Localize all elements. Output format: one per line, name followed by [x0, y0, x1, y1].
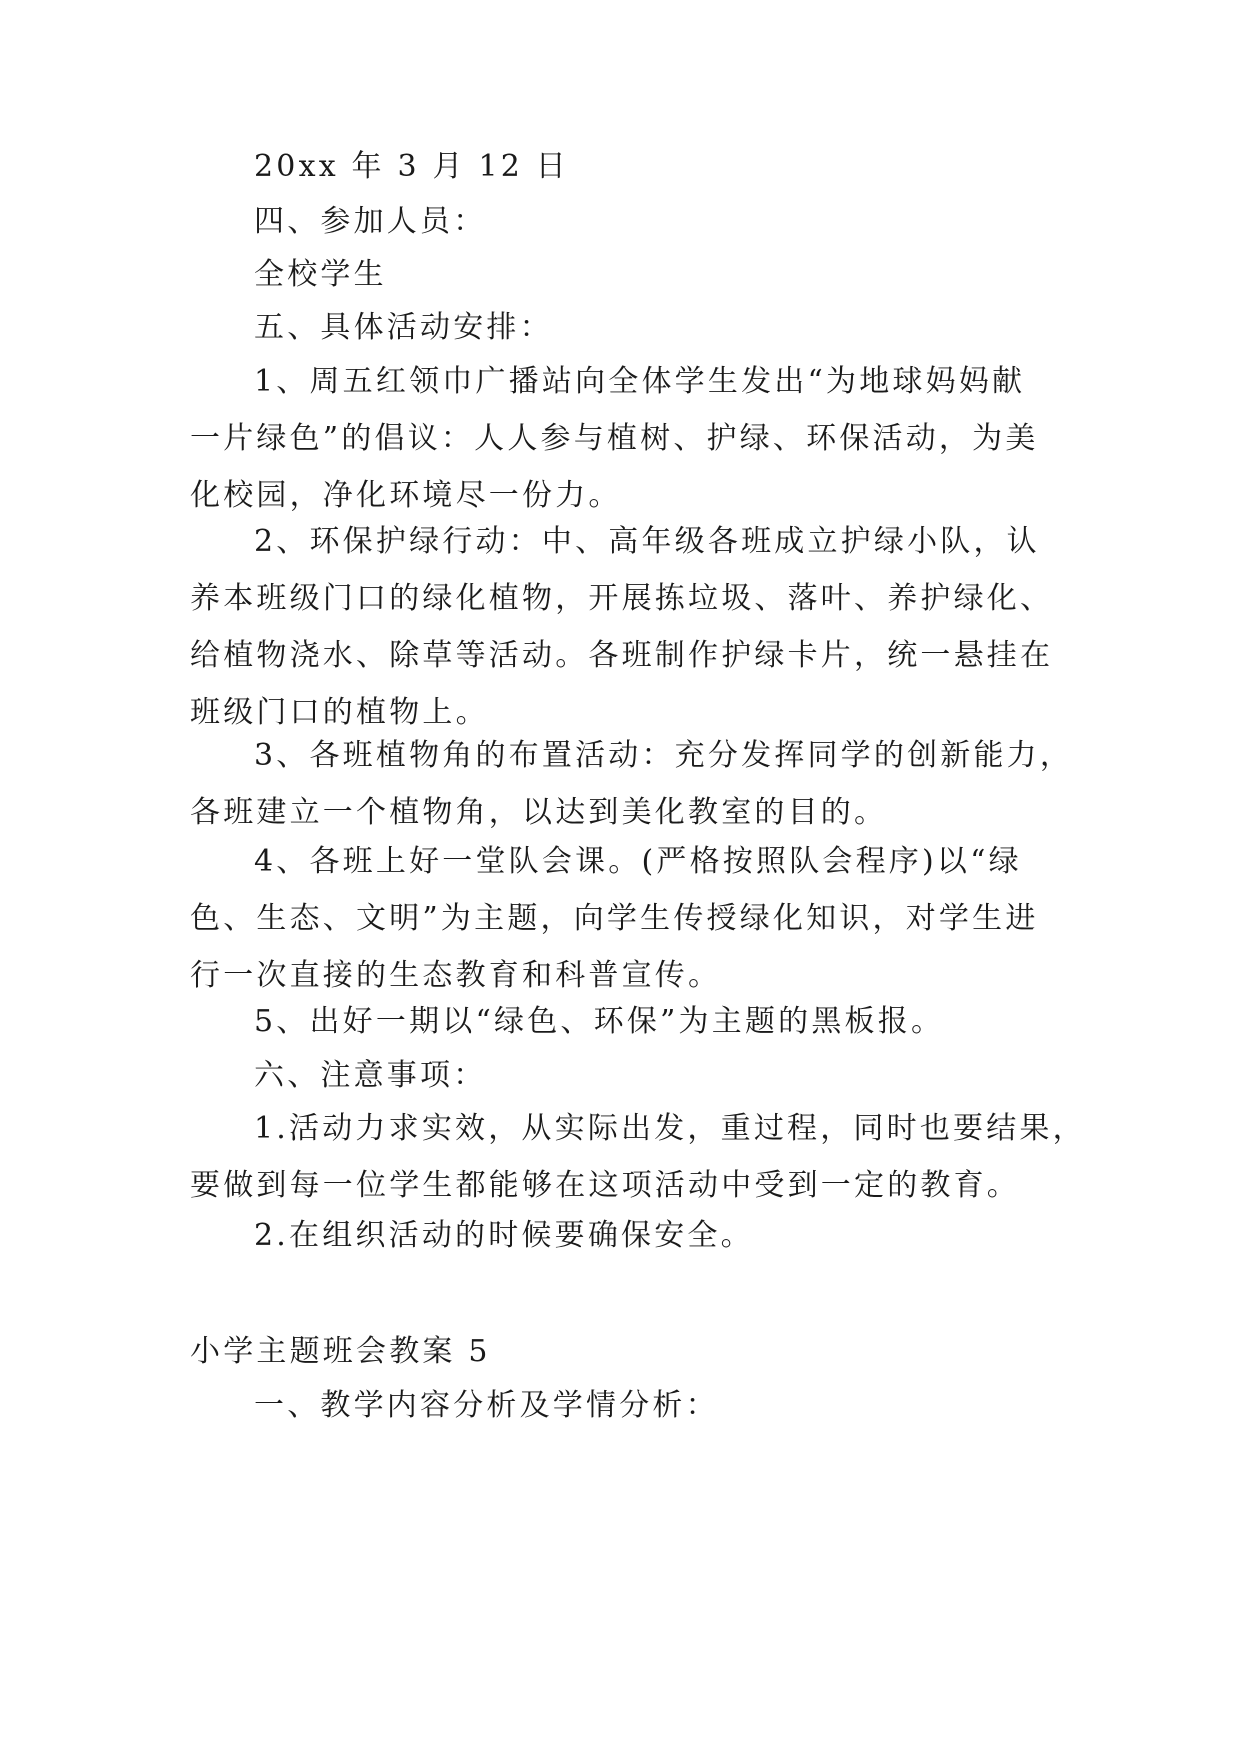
activity-item-4 — [190, 832, 1070, 1006]
text-line: 班级门口的植物上。 — [190, 695, 489, 730]
text-line: 5、出好一期以“绿色、环保”为主题的黑板报。 — [254, 1004, 945, 1039]
activity-item-1 — [190, 352, 1070, 526]
text-line: 要做到每一位学生都能够在这项活动中受到一定的教育。 — [190, 1168, 1020, 1203]
text-line: 给植物浇水、除草等活动。各班制作护绿卡片，统一悬挂在 — [190, 638, 1054, 673]
text-line: 20xx 年 3 月 12 日 — [254, 149, 569, 184]
section-heading-notes — [190, 1046, 1070, 1106]
text-line: 1、周五红领巾广播站向全体学生发出“为地球妈妈献 — [254, 364, 1026, 399]
activity-item-5 — [190, 992, 1070, 1052]
section-heading-activities — [190, 298, 1070, 358]
text-line: 五、具体活动安排： — [254, 310, 553, 345]
text-line: 四、参加人员： — [254, 204, 487, 239]
text-line: 各班建立一个植物角，以达到美化教室的目的。 — [190, 795, 888, 830]
note-item-1 — [190, 1099, 1086, 1216]
text-line: 3、各班植物角的布置活动：充分发挥同学的创新能力， — [254, 738, 1074, 773]
text-line: 2、环保护绿行动：中、高年级各班成立护绿小队，认 — [254, 524, 1040, 559]
activity-item-3 — [190, 726, 1074, 843]
text-line: 2.在组织活动的时候要确保安全。 — [254, 1218, 754, 1253]
lesson-title — [190, 1322, 1070, 1382]
text-line: 色、生态、文明”为主题，向学生传授绿化知识，对学生进 — [190, 901, 1039, 936]
text-line: 养本班级门口的绿化植物，开展拣垃圾、落叶、养护绿化、 — [190, 581, 1054, 616]
text-line: 1.活动力求实效，从实际出发，重过程，同时也要结果， — [254, 1111, 1086, 1146]
activity-item-2 — [190, 512, 1070, 743]
date-paragraph — [190, 137, 1070, 197]
text-line: 化校园，净化环境尽一份力。 — [190, 478, 622, 513]
text-line: 六、注意事项： — [254, 1058, 487, 1093]
text-line: 一片绿色”的倡议：人人参与植树、护绿、环保活动，为美 — [190, 421, 1039, 456]
section-heading-participants — [190, 192, 1070, 252]
participants-paragraph — [190, 245, 1070, 305]
text-line: 一、教学内容分析及学情分析： — [254, 1388, 719, 1423]
note-item-2 — [190, 1206, 1070, 1266]
lesson-section-heading — [190, 1376, 1070, 1436]
text-line: 4、各班上好一堂队会课。(严格按照队会程序)以“绿 — [254, 844, 1022, 879]
text-line: 小学主题班会教案 5 — [190, 1334, 491, 1369]
text-line: 行一次直接的生态教育和科普宣传。 — [190, 958, 722, 993]
text-line: 全校学生 — [254, 257, 387, 292]
